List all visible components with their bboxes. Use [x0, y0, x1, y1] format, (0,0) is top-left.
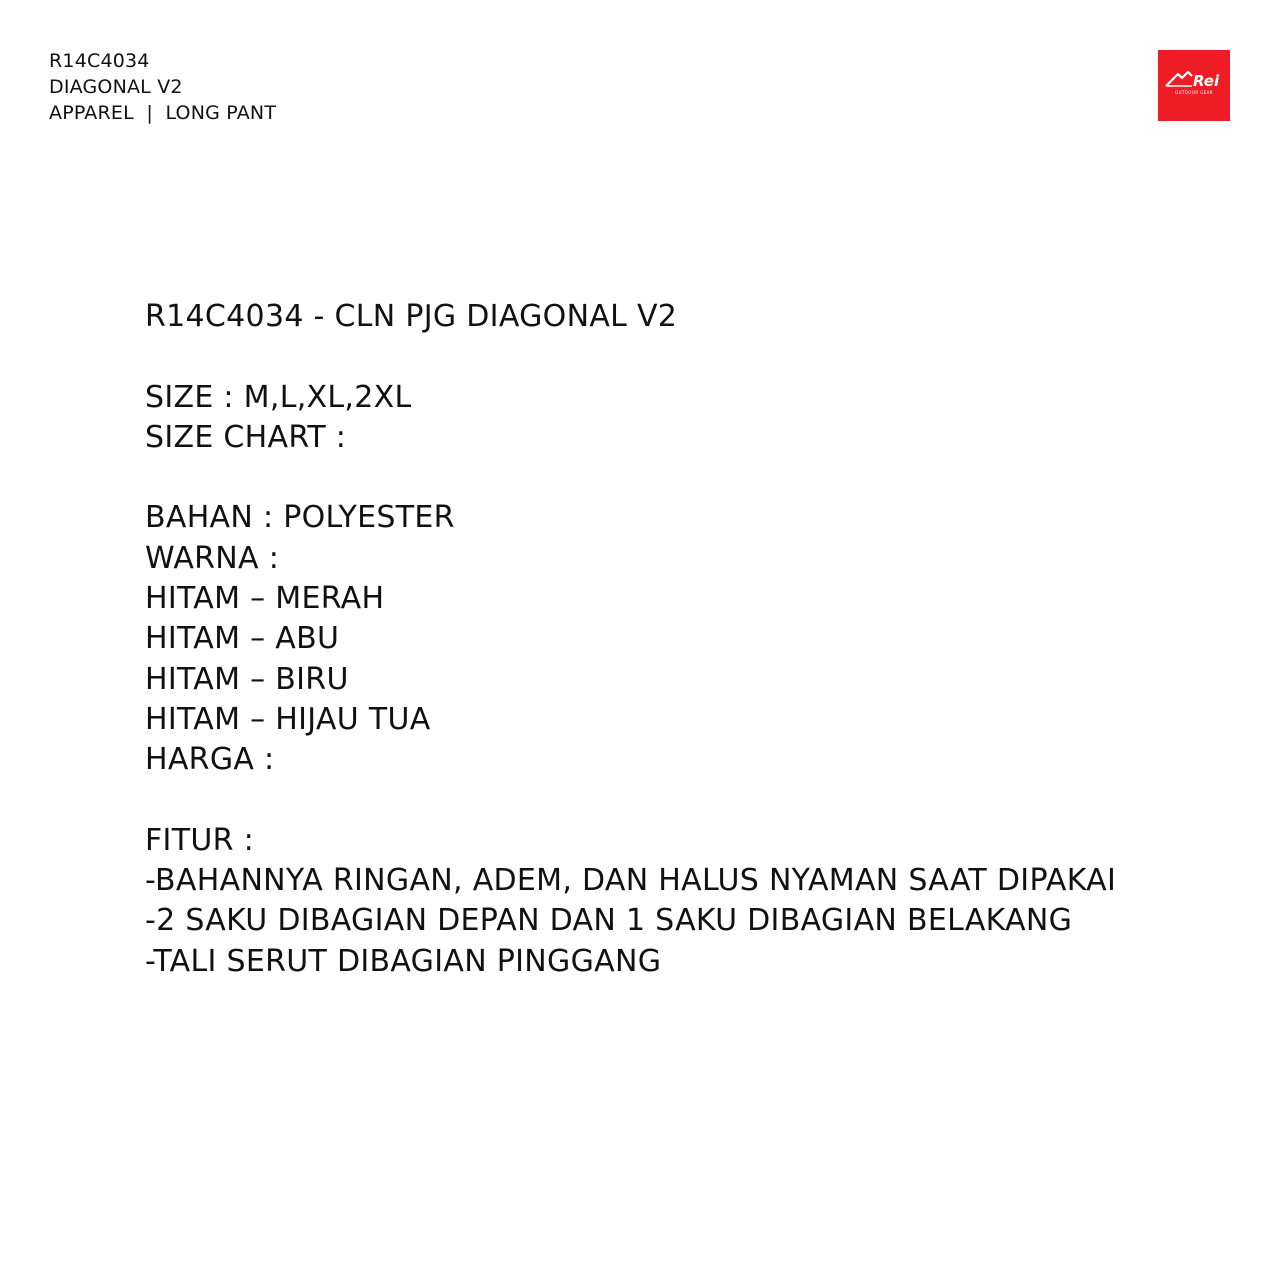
- rei-logo-icon: [1158, 50, 1230, 121]
- description-title: R14C4034 - CLN PJG DIAGONAL V2: [145, 299, 678, 334]
- product-header: [49, 48, 276, 126]
- size-line: SIZE : M,L,XL,2XL: [145, 379, 412, 415]
- color-option: HITAM – BIRU: [145, 661, 349, 697]
- feature-item: -TALI SERUT DIBAGIAN PINGGANG: [145, 943, 662, 979]
- blank-line: [145, 337, 1116, 377]
- product-code: R14C4034: [49, 50, 150, 72]
- blank-line: [145, 781, 1116, 821]
- brand-logo: [1158, 50, 1230, 121]
- features-label: FITUR :: [145, 822, 254, 858]
- blank-line: [145, 458, 1116, 498]
- product-category: APPAREL | LONG PANT: [49, 102, 277, 124]
- color-option: HITAM – MERAH: [145, 581, 385, 617]
- product-name: DIAGONAL V2: [49, 76, 183, 98]
- product-description: [145, 297, 1116, 982]
- color-option: HITAM – HIJAU TUA: [145, 701, 431, 737]
- logo-tagline: OUTDOOR GEAR: [1175, 90, 1213, 95]
- color-option: HITAM – ABU: [145, 621, 340, 657]
- feature-item: -BAHANNYA RINGAN, ADEM, DAN HALUS NYAMAN SAAT DIPAKAI: [145, 863, 1117, 899]
- material-line: BAHAN : POLYESTER: [145, 500, 455, 536]
- price-line: HARGA :: [145, 742, 275, 778]
- feature-item: -2 SAKU DIBAGIAN DEPAN DAN 1 SAKU DIBAGIAN BELAKANG: [145, 903, 1073, 939]
- color-label: WARNA :: [145, 540, 280, 576]
- svg-text:Rei: Rei: [1193, 72, 1220, 90]
- size-chart-line: SIZE CHART :: [145, 419, 347, 455]
